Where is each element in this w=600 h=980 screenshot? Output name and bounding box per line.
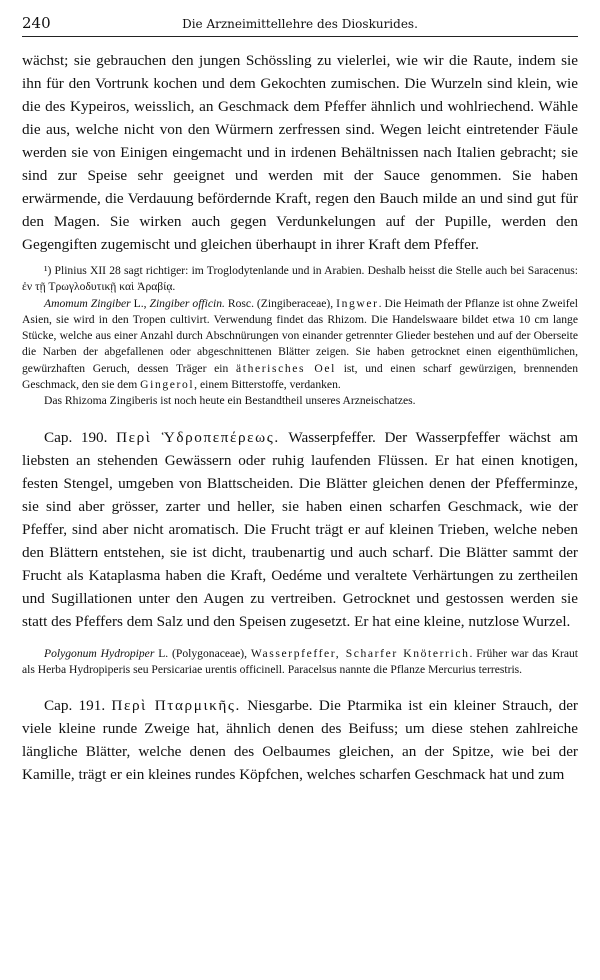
commentary-text: . Früher war das Kraut als Herba Hydropiperis seu Persicariae urentis officinell. Paracelsus nannte die Pflanze Mercurius terrestris. [22,646,578,676]
commentary-text: L. (Polygonaceae), [154,646,251,660]
running-header [22,14,578,37]
commentary-text: ist, und einen scharf gewürzigen, brennenden Geschmack, den sie dem [22,361,578,392]
spaced-term: Gingerol [140,378,195,392]
chapter-title: Wasserpfeffer. [288,428,376,446]
botanical-name: Amomum Zingiber [44,296,131,310]
page-body [22,49,578,786]
page-number: 240 [22,14,51,32]
common-name: Wasserpfeffer, Scharfer Knöterrich [250,646,470,660]
greek-heading: Περὶ Πταρμικῆς. [111,697,241,715]
chapter-number: Cap. 190. [44,428,108,446]
botanical-name: Polygonum Hydropiper [44,646,155,660]
commentary-text: L., [130,296,150,310]
chapter-text: Der Wasserpfeffer wächst am liebsten an stehenden Gewässern oder ruhig laufenden Flüssen. Er hat einen knotigen, festen Stengel, umgeben von Blattscheiden. Die Blätter gleichen denen der Pfefferminze, sie sind aber grösser, zarter und heller, sie haben einen scharfen Geschmack, wie der Pfeffer, sind aber nicht aromatisch. Die Frucht trägt er auf kleinen Trieben, welche neben den Blättern entstehen, sie ist dicht, traubenartig und auch scharf. Die Blätter sammt der Frucht als Kataplasma haben die Kraft, Oedéme und veraltete Verhärtungen zu zertheilen und Sugillationen unter den Augen zu vertreiben. Getrocknet und gestossen werden sie statt des Pfeffers dem Salz und den Speisen zugesetzt. Er hat eine kleine, nutzlose Wurzel. [22,428,579,630]
botanical-name-synonym: Zingiber officin. [149,296,225,310]
chapter-191 [22,694,578,786]
footnote-marker: ¹) [44,264,52,277]
commentary-text: , einem Bitterstoffe, verdanken. [194,378,341,392]
chapter-number: Cap. 191. [44,697,106,715]
commentary-ingwer [22,296,578,394]
chapter-title: Niesgarbe. [247,697,313,715]
commentary-text: Rosc. (Zingiberaceae), [224,296,337,310]
spaced-term: ätherisches Oel [236,361,336,375]
chapter-text: Die Ptarmika ist ein kleiner Strauch, der viele kleine runde Zweige hat, ähnlich denen des Beifuss; um diese stehen zahlreiche längliche Blätter, welche denen des Oelbaumes gleichen, an der Spitze, wie bei der Kamille, trägt er ein kleines rundes Köpfchen, welches scharfen Geschmack hat und zum [22,697,578,784]
footnote [22,263,578,296]
commentary-text: . Die Heimath der Pflanze ist ohne Zweifel Asien, sie wird in den Tropen cultivirt. Verwendung findet das Rhizom. Die Handelswaare bildet etwa 10 cm lange Stücke, welche aus einer Anzahl durch Abschnürungen von einander getrennter Glieder bestehen und auf der Oberseite die Narben der abgefallenen oder abgeschnittenen Blätter zeigen. Sie haben getrocknet einen eigenthümlichen, gewürzhaften Geruch, dessen Träger ein [22,296,578,375]
intro-paragraph: wächst; sie gebrauchen den jungen Schössling zu vielerlei, wie wir die Raute, indem sie ihn für den Vortrunk kochen und dem Gekochten zumischen. Die Wurzeln sind klein, wie die des Kypeiros, weisslich, an Geschmack dem Pfeffer ähnlich und wohlriechend. Wähle die aus, welche nicht von den Würmern zerfressen sind. Wegen leicht eintretender Fäule werden sie von Einigen eingemacht und in irdenen Behältnissen nach Italien gebracht; sie sind zur Speise sehr geeignet und werden mit der Sauce genommen. Sie haben erwärmende, die Verdauung befördernde Kraft, regen den Bauch milde an und sind gut für den Magen. Sie wirken auch gegen Verdunkelungen auf der Pupille, werden den Gegengiften zugemischt und gleichen überhaupt in ihrer Kraft dem Pfeffer. [22,52,578,253]
commentary-ingwer-note: Das Rhizoma Zingiberis ist noch heute ein Bestandtheil unseres Arzneischatzes. [44,394,416,408]
commentary-wasserpfeffer [22,646,578,679]
common-name: Ingwer [336,296,379,310]
footnote-text: Plinius XII 28 sagt richtiger: im Troglodytenlande und in Arabien. Deshalb heisst die Stelle auch bei Saracenus: ἐν τῇ Τρωγλοδυτικῇ καὶ Ἀραβίᾳ. [22,264,578,294]
greek-heading: Περὶ Ὑδροπεπέρεως. [116,428,280,446]
running-title: Die Arzneimittellehre des Dioskurides. [182,17,418,31]
chapter-190 [22,426,578,633]
page [22,14,578,786]
